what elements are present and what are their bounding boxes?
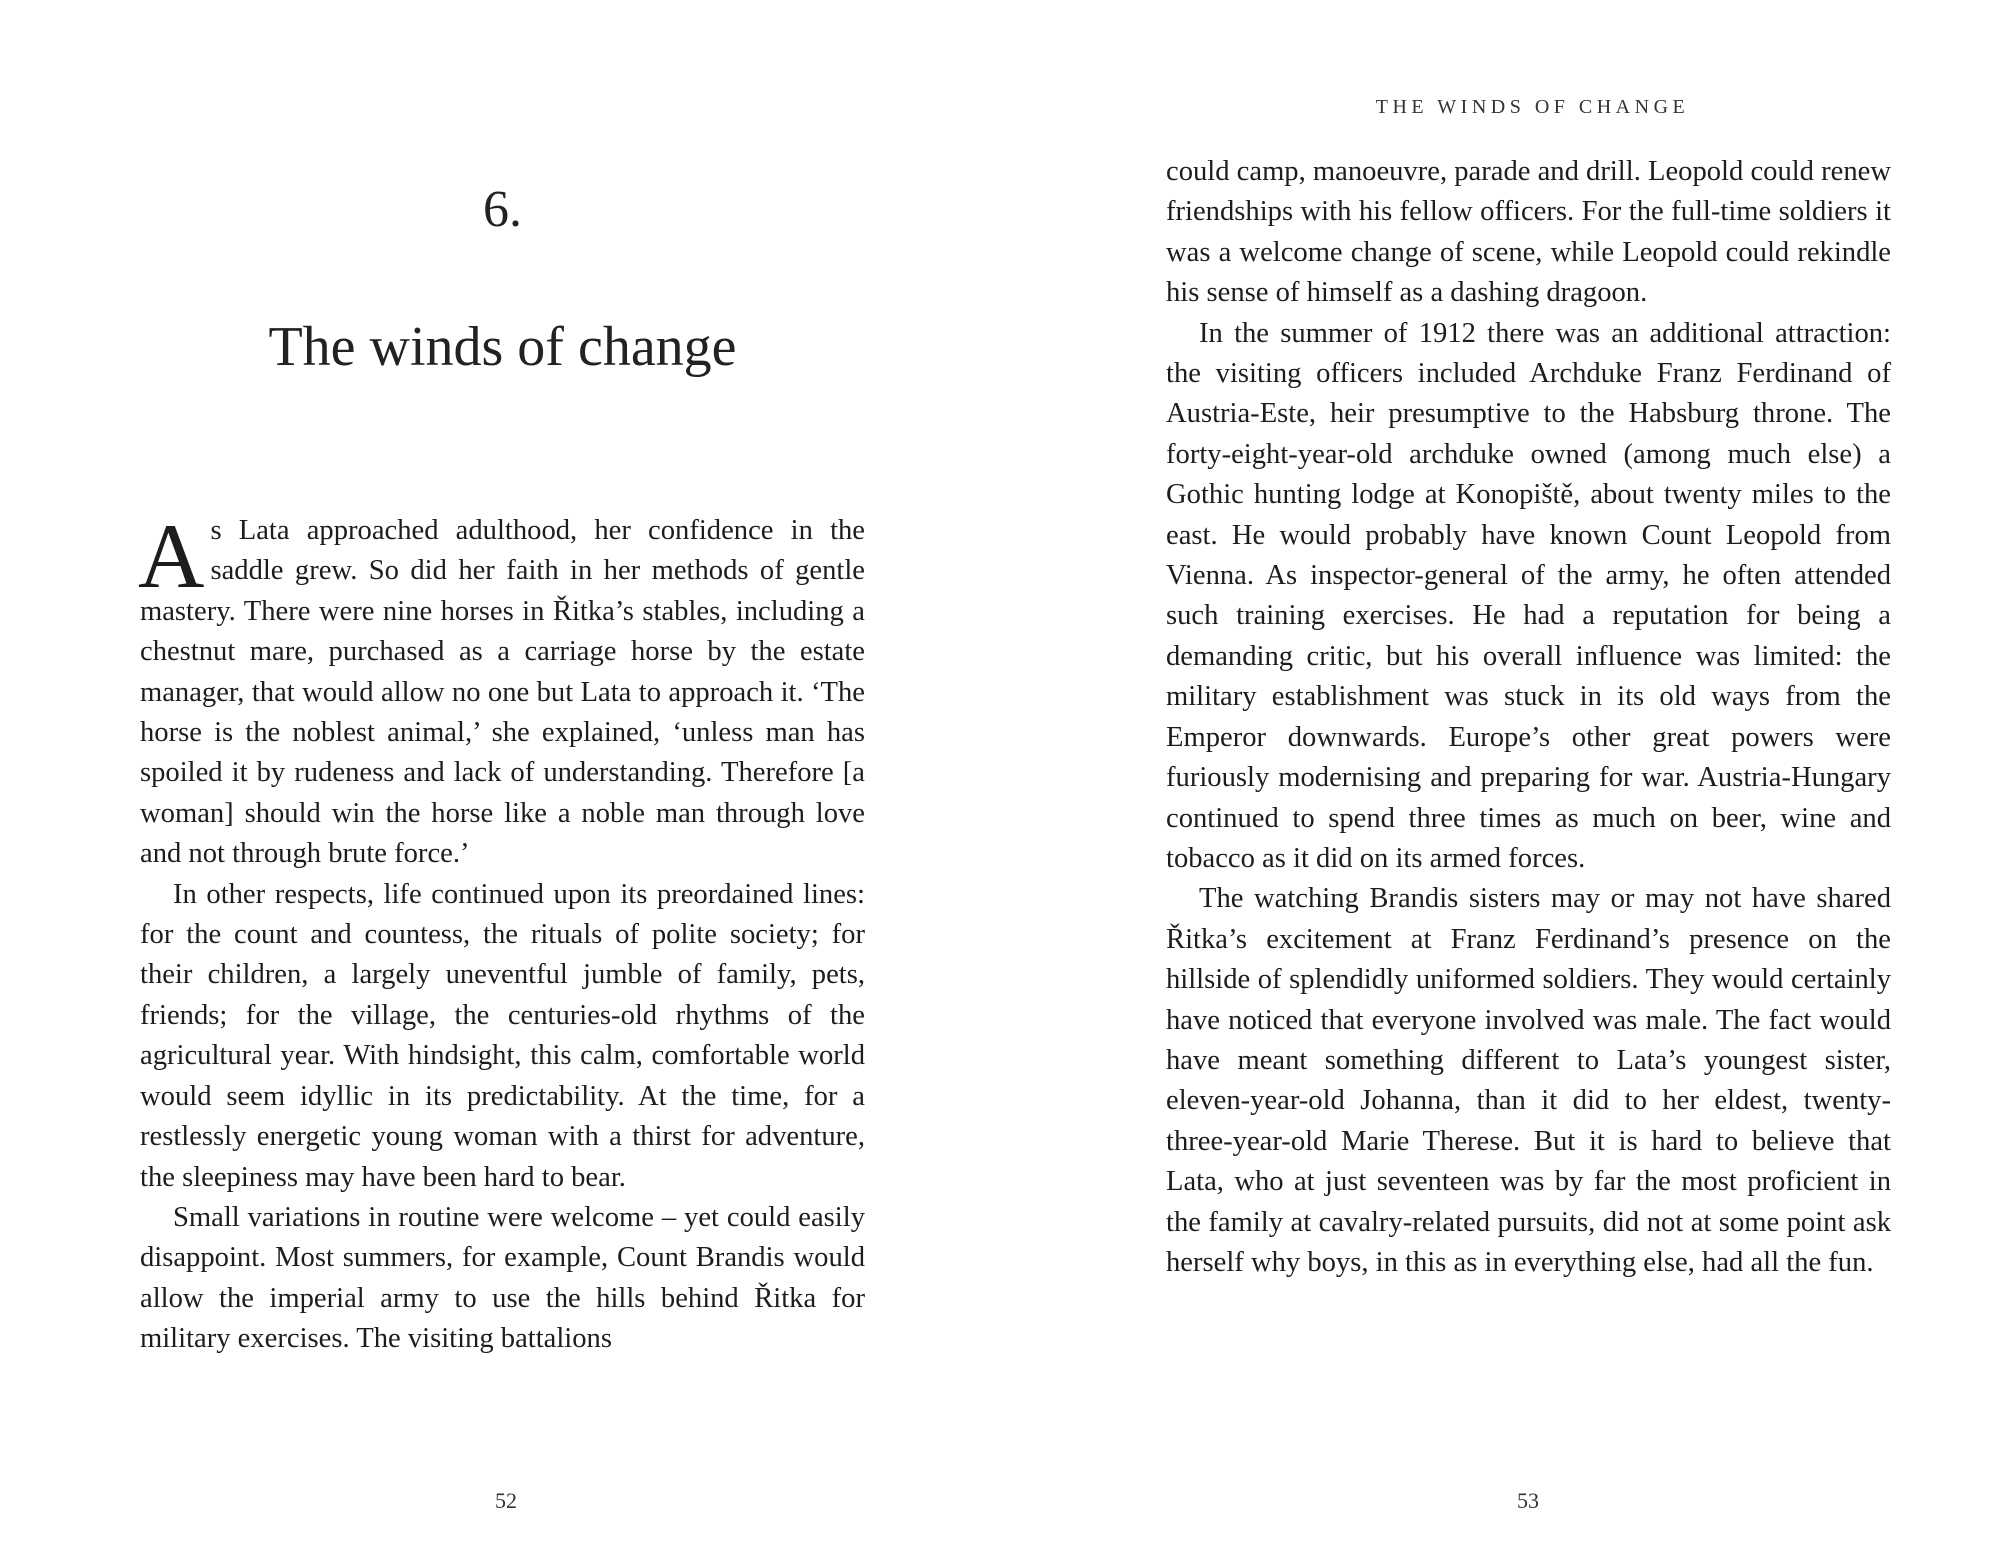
chapter-title: The winds of change (268, 316, 737, 378)
running-head: THE WINDS OF CHANGE (1375, 96, 1690, 118)
paragraph-5: In the summer of 1912 there was an additional attraction: the visiting officers included Archduke Franz Ferdinand of Austria-Este, heir presumptive to the Habsburg throne. The forty-eight-year-old archduke owned (among much else) a Gothic hunting lodge at Konopiště, about twenty miles to the east. He would probably have known Count Leopold from Vienna. As inspector-general of the army, he often attended such training exercises. He had a reputation for being a demanding critic, but his overall influence was limited: the military establishment was stuck in its old ways from the Emperor downwards. Europe’s other great powers were furiously modernising and preparing for war. Austria-Hungary continued to spend three times as much on beer, wine and tobacco as it did on its armed forces. (1166, 317, 1891, 874)
paragraph-continued: could camp, manoeuvre, parade and drill. Leopold could renew friendships with his fellow officers. For the full-time soldiers it was a welcome change of scene, while Leopold could rekindle his sense of himself as a dashing dragoon. (1166, 156, 1891, 309)
paragraph-1-text: s Lata approached adulthood, her confidence in the saddle grew. So did her faith in her methods of gentle mastery. There were nine horses in Řitka’s stables, including a chestnut mare, purchased as a carriage horse by the estate manager, that would allow no one but Lata to approach it. ‘The horse is the noblest animal,’ she explained, ‘unless man has spoiled it by rudeness and lack of understanding. Therefore [a woman] should win the horse like a noble man through love and not through brute force.’ (140, 515, 865, 870)
right-body-text (1166, 152, 1891, 1283)
chapter-number: 6. (483, 181, 522, 238)
page-number-right: 53 (1517, 1488, 1539, 1513)
paragraph-2: In other respects, life continued upon its preordained lines: for the count and countess, the rituals of polite society; for their children, a largely uneventful jumble of family, pets, friends; for the village, the centuries-old rhythms of the agricultural year. With hindsight, this calm, comfortable world would seem idyllic in its predictability. At the time, for a restlessly energetic young woman with a thirst for adventure, the sleepiness may have been hard to bear. (140, 878, 865, 1193)
left-body-text (138, 505, 865, 1360)
drop-cap: A (138, 505, 205, 607)
paragraph-6: The watching Brandis sisters may or may not have shared Řitka’s excitement at Franz Ferdinand’s presence on the hillside of splendidly uniformed soldiers. They would certainly have noticed that everyone involved was male. The fact would have meant something different to Lata’s youngest sister, eleven-year-old Johanna, than it did to her eldest, twenty-three-year-old Marie Therese. But it is hard to believe that Lata, who at just seventeen was by far the most proficient in the family at cavalry-related pursuits, did not at some point ask herself why boys, in this as in everything else, had all the fun. (1166, 883, 1891, 1278)
paragraph-1 (138, 505, 865, 875)
page-number-left: 52 (495, 1488, 517, 1513)
paragraph-3: Small variations in routine were welcome – yet could easily disappoint. Most summers, for example, Count Brandis would allow the imperial army to use the hills behind Řitka for military exercises. The visiting battalions (140, 1201, 865, 1355)
